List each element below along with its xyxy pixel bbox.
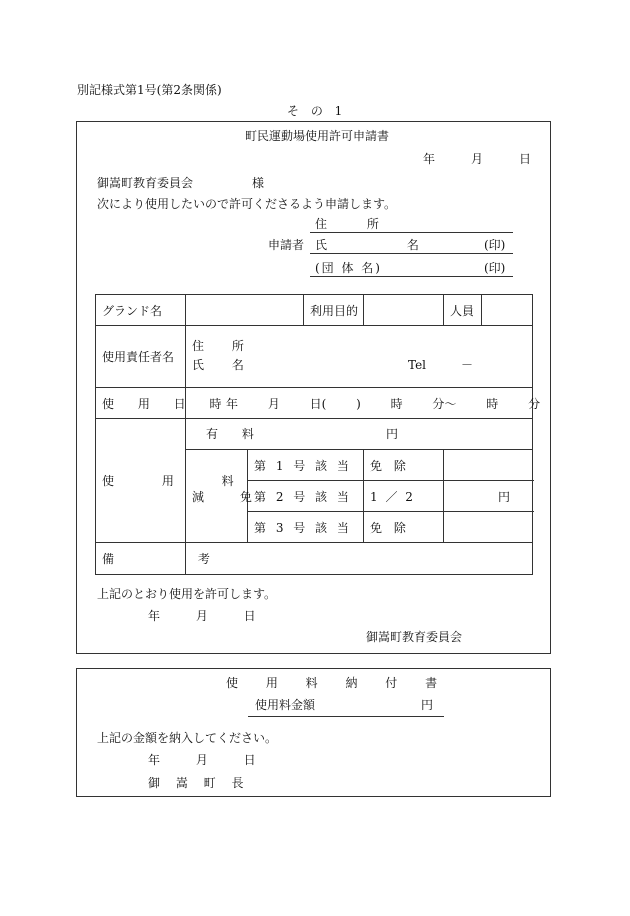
applicant-name-label: 氏 名 (315, 238, 457, 252)
people-label: 人員 (444, 295, 482, 326)
ground-value[interactable] (186, 295, 304, 326)
approval-issuer: 御嵩町教育委員会 (366, 630, 463, 644)
exempt-row3-amount[interactable] (444, 512, 533, 543)
people-value[interactable] (482, 295, 533, 326)
exempt-row3: 第 3 号 該 当 (248, 512, 364, 543)
payment-amount-label: 使用料金額 (255, 698, 316, 712)
exempt-row3-value: 免 除 (364, 512, 444, 543)
date-year: 年 (423, 152, 436, 166)
paid-label: 有 料 (206, 427, 264, 441)
approval-date: 年 月 日 (148, 609, 256, 623)
responsible-label: 使用責任者名 (96, 326, 186, 388)
fee-label: 使 用 料 (96, 419, 186, 543)
payment-issuer: 御 嵩 町 長 (148, 776, 244, 790)
payment-underline (248, 716, 444, 717)
resp-address: 住 所 (192, 339, 256, 353)
exempt-row2-yen[interactable]: 円 (444, 481, 533, 512)
request-text: 次により使用したいので許可くださるよう申請します。 (97, 197, 397, 211)
purpose-label: 利用目的 (304, 295, 364, 326)
payment-text: 上記の金額を納入してください。 (97, 731, 278, 745)
seal-1: (印) (484, 238, 506, 252)
org-underline (310, 276, 513, 277)
payment-title: 使 用 料 納 付 書 (226, 676, 440, 690)
exempt-row1-amount[interactable] (444, 450, 533, 481)
org-label: (団 体 名) (315, 261, 382, 275)
exempt-row1-value: 免 除 (364, 450, 444, 481)
datetime-value[interactable]: 年 月 日( ) 時 分～ 時 分 (186, 388, 533, 419)
sub-label: そ の 1 (287, 104, 347, 118)
exempt-row2-value: 1 ／ 2 (364, 481, 444, 512)
payment-date: 年 月 日 (148, 753, 256, 767)
applicant-address-label: 住 所 (315, 217, 397, 231)
datetime-label: 使 用 日 時 (96, 388, 186, 419)
address-underline (310, 232, 513, 233)
payment-yen: 円 (421, 698, 434, 712)
paid-yen: 円 (386, 427, 399, 441)
exempt-row1: 第 1 号 該 当 (248, 450, 364, 481)
exempt-row2: 第 2 号 該 当 (248, 481, 364, 512)
date-day: 日 (519, 152, 532, 166)
honorific: 様 (252, 176, 265, 190)
form-label: 別記様式第1号(第2条関係) (77, 83, 222, 97)
addressee: 御嵩町教育委員会 (97, 176, 194, 190)
approval-text: 上記のとおり使用を許可します。 (97, 587, 277, 601)
application-title: 町民運動場使用許可申請書 (245, 129, 390, 143)
paid-cell[interactable] (186, 419, 533, 450)
seal-2: (印) (484, 261, 506, 275)
ground-label: グランド名 (96, 295, 186, 326)
resp-name: 氏 名 (192, 358, 256, 372)
purpose-value[interactable] (364, 295, 444, 326)
exempt-label: 減 免 (186, 450, 248, 543)
tel-dash: － (461, 358, 474, 372)
responsible-cell[interactable] (186, 326, 533, 388)
applicant-label: 申請者 (268, 238, 305, 252)
name-underline (310, 253, 513, 254)
remarks-label: 備 考 (96, 543, 186, 575)
application-table (95, 294, 541, 575)
tel-label: Tel (408, 358, 427, 372)
date-month: 月 (471, 152, 484, 166)
